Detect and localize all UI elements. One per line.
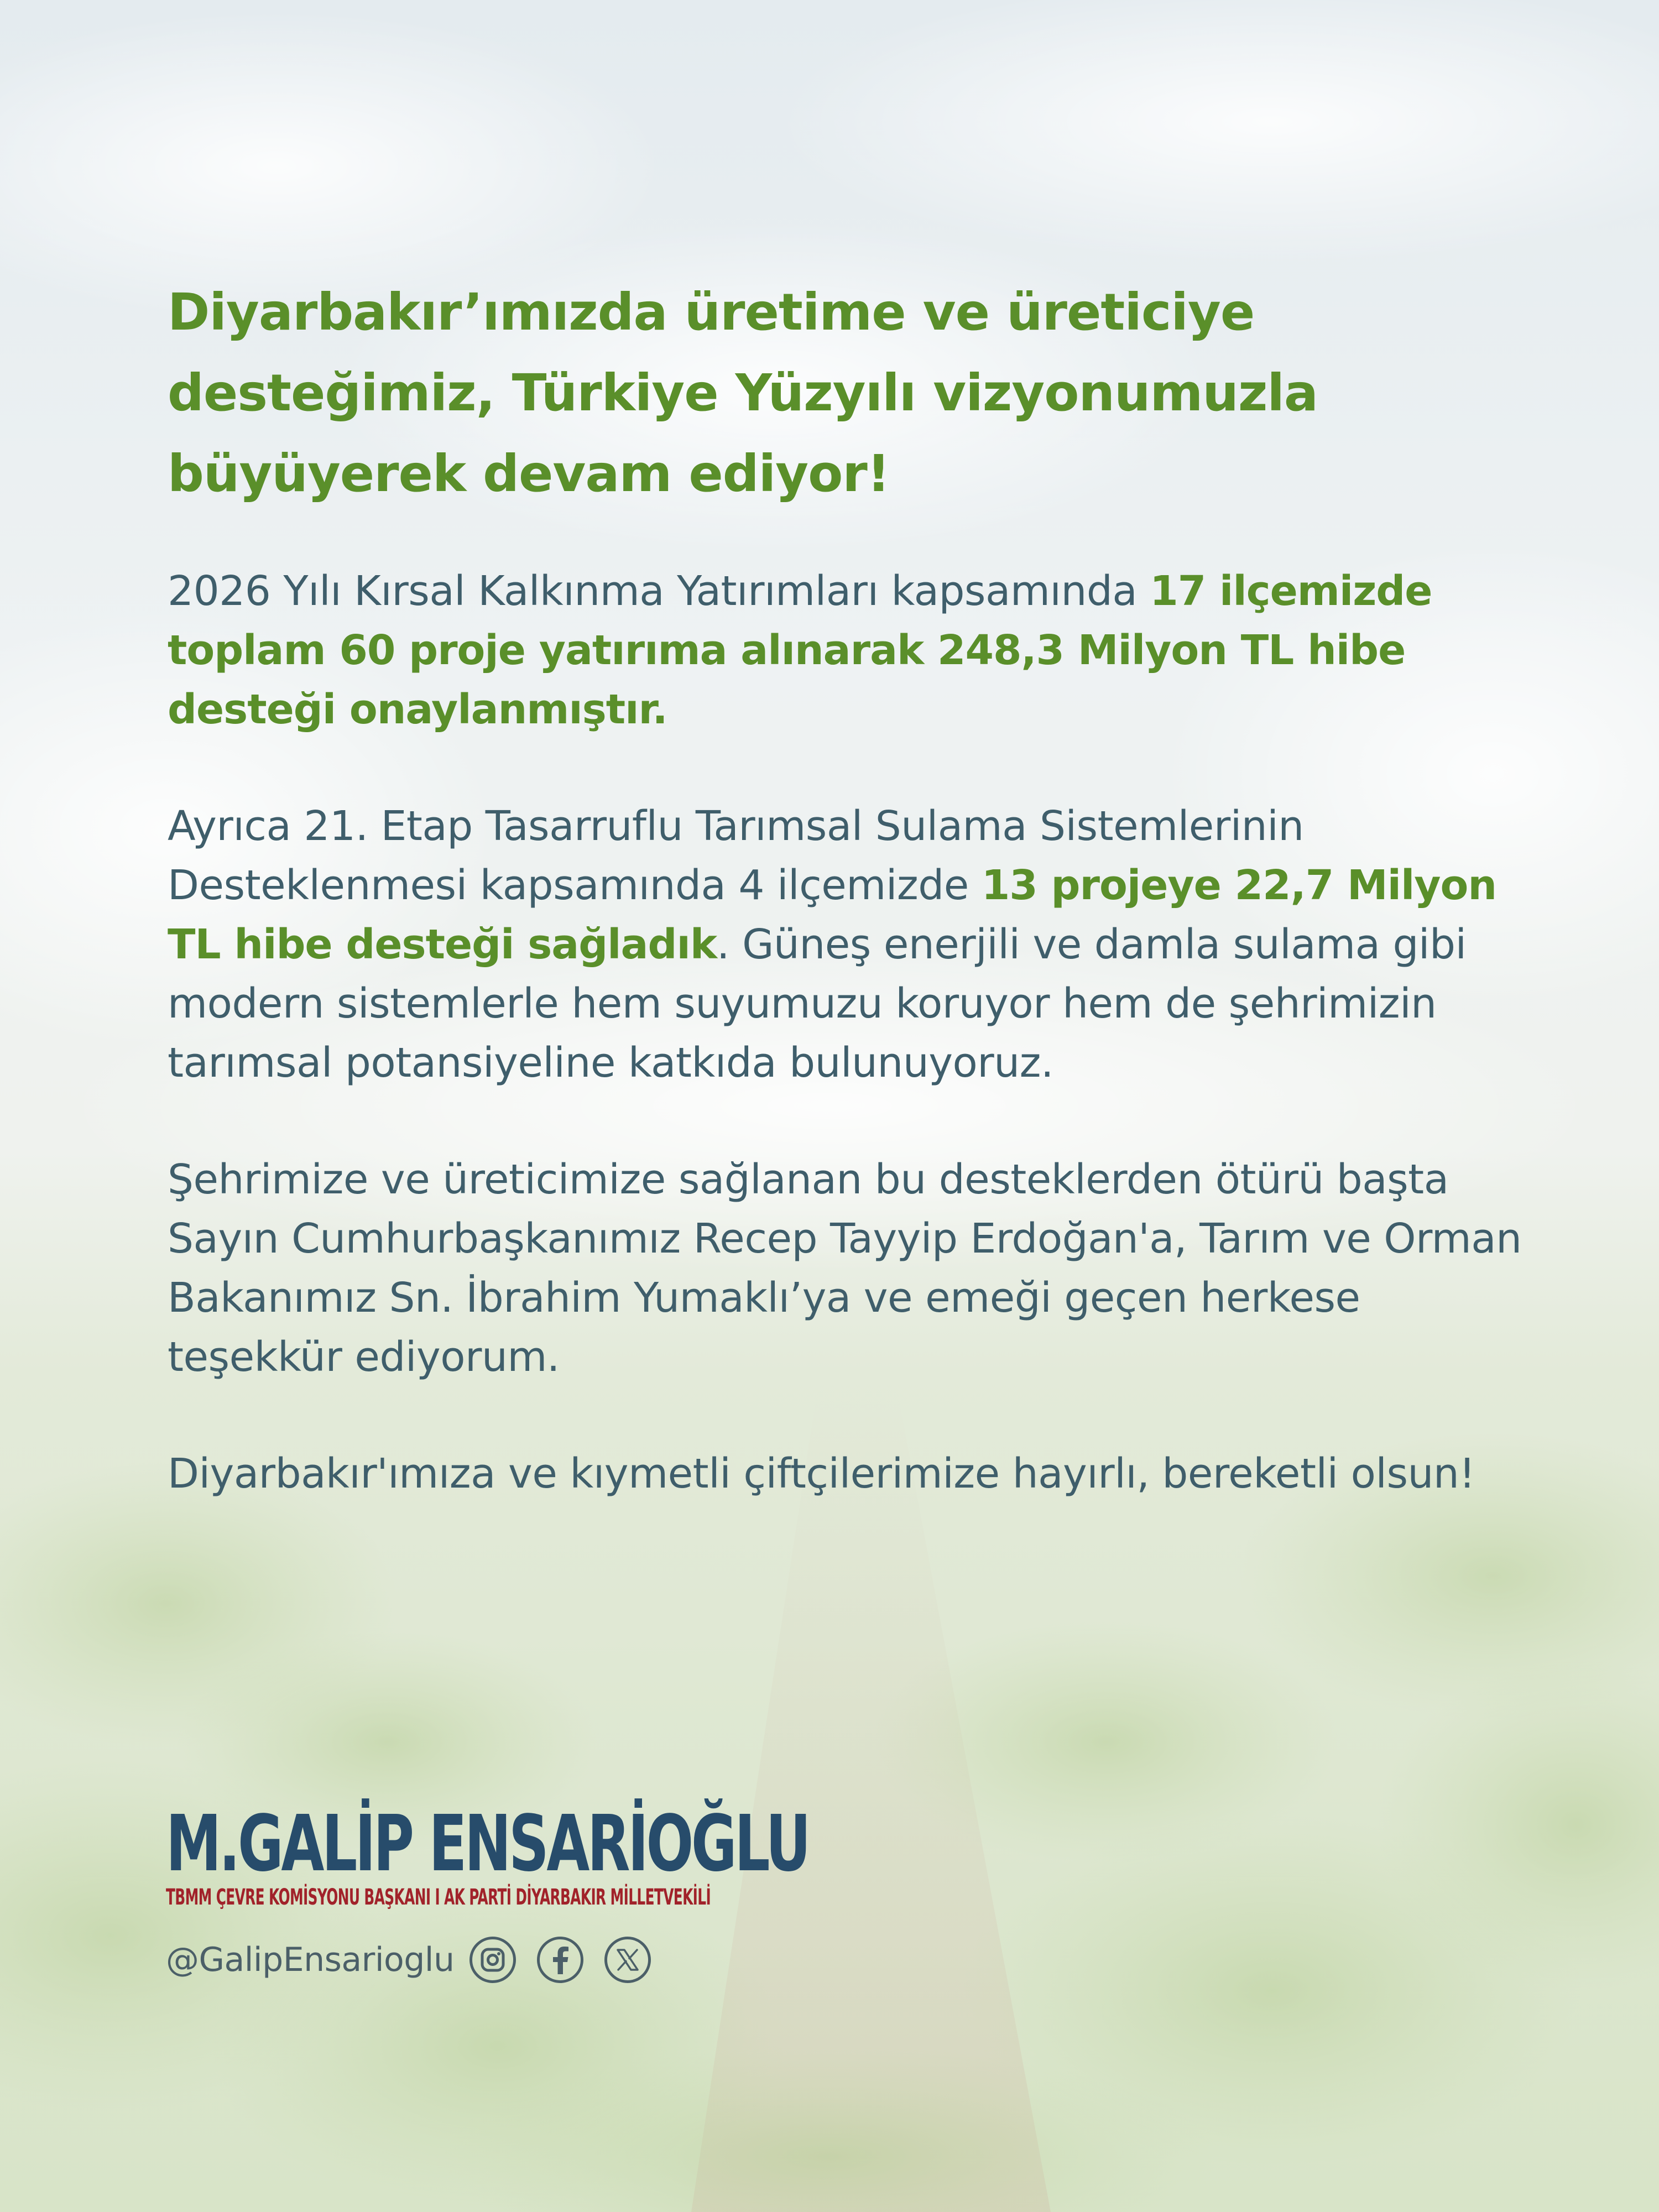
paragraph-irrigation bbox=[168, 797, 1539, 1093]
paragraph-closing: Diyarbakır'ımıza ve kıymetli çiftçilerimize hayırlı, bereketli olsun! bbox=[168, 1450, 1475, 1498]
x-icon[interactable] bbox=[604, 1937, 651, 1983]
signature-block bbox=[166, 1799, 995, 1983]
p2-highlight: 13 projeye 22,7 Milyon TL hibe desteği sağladık bbox=[168, 862, 1497, 968]
signature-title: TBMM ÇEVRE KOMİSYONU BAŞKANI I AK PARTİ DİYARBAKIR MİLLETVEKİLİ bbox=[166, 1885, 711, 1910]
social-handle[interactable]: @GalipEnsarioglu bbox=[166, 1940, 455, 1979]
p2-lead: Ayrıca 21. Etap Tasarruflu Tarımsal Sulama Sistemlerinin Desteklenmesi kapsamında 4 ilçemizde bbox=[168, 802, 1304, 909]
main-text bbox=[168, 272, 1539, 1504]
p2-tail: . Güneş enerjili ve damla sulama gibi modern sistemlerle hem suyumuzu koruyor hem de şehrimizin tarımsal potansiyeline katkıda bulunuyoruz. bbox=[168, 921, 1467, 1087]
headline: Diyarbakır’ımızda üretime ve üreticiye desteğimiz, Türkiye Yüzyılı vizyonumuzla büyüyerek devam ediyor! bbox=[168, 283, 1318, 503]
signature-name: M.GALİP ENSARİOĞLU bbox=[166, 1799, 809, 1889]
p1-highlight: 17 ilçemizde toplam 60 proje yatırıma alınarak 248,3 Milyon TL hibe desteği onaylanmıştır. bbox=[168, 567, 1432, 733]
instagram-icon[interactable] bbox=[469, 1937, 516, 1983]
facebook-icon[interactable] bbox=[537, 1937, 583, 1983]
social-row bbox=[166, 1937, 995, 1983]
paragraph-rural-development bbox=[168, 562, 1539, 739]
paragraph-thanks: Şehrimize ve üreticimize sağlanan bu desteklerden ötürü başta Sayın Cumhurbaşkanımız Recep Tayyip Erdoğan'a, Tarım ve Orman Bakanımız Sn. İbrahim Yumaklı’ya ve emeği geçen herkese teşekkür ediyorum. bbox=[168, 1156, 1522, 1381]
p1-lead: 2026 Yılı Kırsal Kalkınma Yatırımları kapsamında bbox=[168, 567, 1138, 615]
